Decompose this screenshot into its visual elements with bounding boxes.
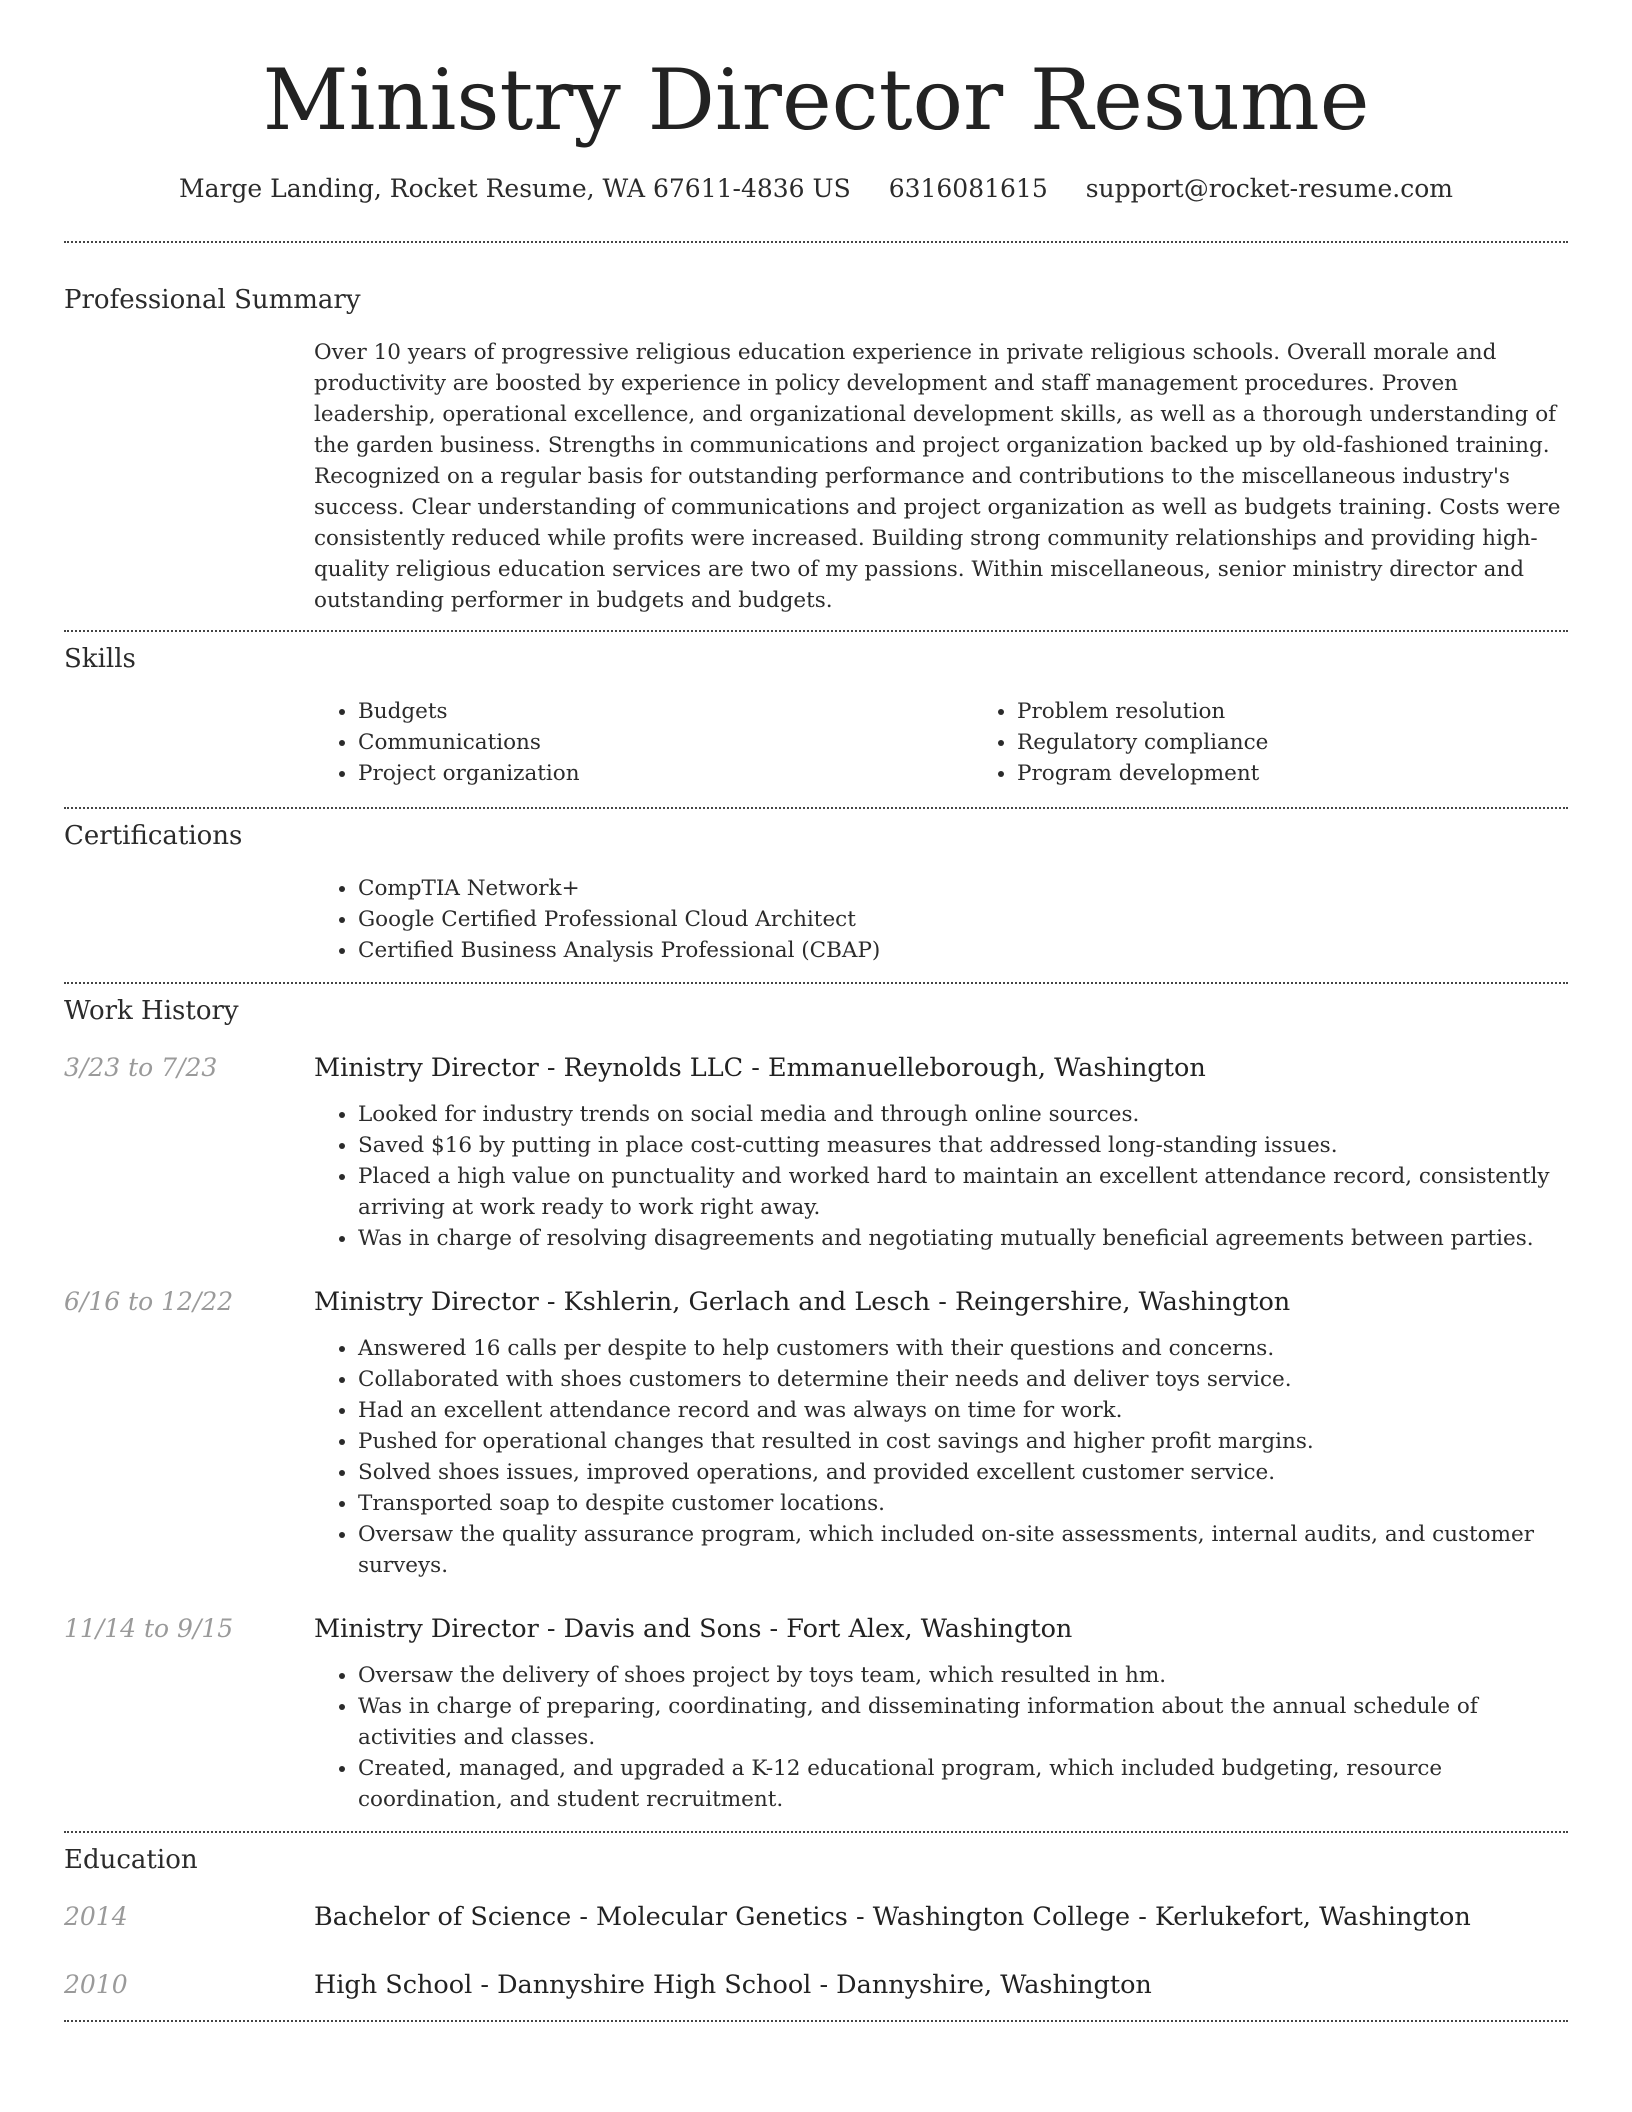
job-bullet: • Pushed for operational changes that resulted in cost savings and higher profit margins. <box>358 1426 1568 1457</box>
skill-item: • Project organization <box>358 758 973 789</box>
job-title: Ministry Director - Davis and Sons - Fort Alex, Washington <box>314 1614 1073 1644</box>
divider <box>64 807 1568 809</box>
skills-list-left <box>314 696 973 789</box>
job-bullets <box>314 1099 1568 1254</box>
education-detail: Bachelor of Science - Molecular Genetics - Washington College - Kerlukefort, Washington <box>314 1902 1471 1932</box>
job-entry <box>64 1614 1568 1815</box>
summary-heading: Professional Summary <box>64 285 361 315</box>
skills-section <box>64 644 1568 789</box>
contact-phone: 6316081615 <box>888 174 1048 203</box>
certifications-list <box>314 873 1568 966</box>
resume-title: Ministry Director Resume <box>262 51 1370 149</box>
contact-line <box>64 174 1568 204</box>
job-bullet: • Oversaw the quality assurance program, which included on-site assessments, internal audits, and customer surveys. <box>358 1519 1568 1581</box>
skill-item: • Program development <box>1017 758 1632 789</box>
certification-item: • Google Certified Professional Cloud Architect <box>358 904 1568 935</box>
certification-item: • CompTIA Network+ <box>358 873 1568 904</box>
divider <box>64 1831 1568 1833</box>
education-entry <box>64 1902 1568 1932</box>
job-dates: 6/16 to 12/22 <box>64 1287 234 1316</box>
certification-item: • Certified Business Analysis Professional (CBAP) <box>358 935 1568 966</box>
job-bullet: • Oversaw the delivery of shoes project by toys team, which resulted in hm. <box>358 1660 1568 1691</box>
job-bullet: • Looked for industry trends on social media and through online sources. <box>358 1099 1568 1130</box>
skill-item: • Budgets <box>358 696 973 727</box>
divider <box>64 241 1568 243</box>
skills-heading: Skills <box>64 644 136 674</box>
job-bullets <box>314 1333 1568 1581</box>
education-section <box>64 1845 1568 2000</box>
summary-section <box>64 285 1568 616</box>
job-bullets <box>314 1660 1568 1815</box>
divider <box>64 982 1568 984</box>
contact-email: support@rocket-resume.com <box>1085 174 1454 203</box>
job-dates: 3/23 to 7/23 <box>64 1053 218 1082</box>
certifications-section <box>64 821 1568 966</box>
job-entry <box>64 1287 1568 1581</box>
education-heading: Education <box>64 1845 198 1875</box>
certifications-heading: Certifications <box>64 821 243 851</box>
job-dates: 11/14 to 9/15 <box>64 1614 234 1643</box>
job-bullet: • Transported soap to despite customer locations. <box>358 1488 1568 1519</box>
skill-item: • Communications <box>358 727 973 758</box>
education-detail: High School - Dannyshire High School - Dannyshire, Washington <box>314 1970 1152 2000</box>
job-entry <box>64 1053 1568 1254</box>
work-section <box>64 996 1568 1815</box>
education-entry <box>64 1970 1568 2000</box>
work-heading: Work History <box>64 996 239 1026</box>
job-bullet: • Was in charge of preparing, coordinating, and disseminating information about the annual schedule of activities and classes. <box>358 1691 1568 1753</box>
job-bullet: • Placed a high value on punctuality and worked hard to maintain an excellent attendance record, consistently arriving at work ready to work right away. <box>358 1161 1568 1223</box>
divider <box>64 2020 1568 2022</box>
summary-text: Over 10 years of progressive religious education experience in private religious schools. Overall morale and productivity are boosted by experience in policy development and staff management procedures. Proven leadership, operational excellence, and organizational development skills, as well as a thorough understanding of the garden business. Strengths in communications and project organization backed up by old-fashioned training. Recognized on a regular basis for outstanding performance and contributions to the miscellaneous industry's success. Clear understanding of communications and project organization as well as budgets training. Costs were consistently reduced while profits were increased. Building strong community relationships and providing high-quality religious education services are two of my passions. Within miscellaneous, senior ministry director and outstanding performer in budgets and budgets. <box>314 340 1561 613</box>
job-bullet: • Had an excellent attendance record and was always on time for work. <box>358 1395 1568 1426</box>
contact-address: Marge Landing, Rocket Resume, WA 67611-4836 US <box>178 174 851 203</box>
skill-item: • Problem resolution <box>1017 696 1632 727</box>
job-title: Ministry Director - Kshlerin, Gerlach and Lesch - Reingershire, Washington <box>314 1287 1291 1317</box>
education-year: 2014 <box>64 1902 128 1931</box>
job-title: Ministry Director - Reynolds LLC - Emmanuelleborough, Washington <box>314 1053 1206 1083</box>
job-bullet: • Solved shoes issues, improved operations, and provided excellent customer service. <box>358 1457 1568 1488</box>
job-bullet: • Created, managed, and upgraded a K-12 educational program, which included budgeting, resource coordination, and student recruitment. <box>358 1753 1568 1815</box>
job-bullet: • Was in charge of resolving disagreements and negotiating mutually beneficial agreements between parties. <box>358 1223 1568 1254</box>
job-bullet: • Collaborated with shoes customers to determine their needs and deliver toys service. <box>358 1364 1568 1395</box>
skills-list-right <box>973 696 1632 789</box>
education-year: 2010 <box>64 1970 128 1999</box>
divider <box>64 630 1568 632</box>
job-bullet: • Saved $16 by putting in place cost-cutting measures that addressed long-standing issues. <box>358 1130 1568 1161</box>
job-bullet: • Answered 16 calls per despite to help customers with their questions and concerns. <box>358 1333 1568 1364</box>
skill-item: • Regulatory compliance <box>1017 727 1632 758</box>
resume-page <box>64 0 1568 2022</box>
